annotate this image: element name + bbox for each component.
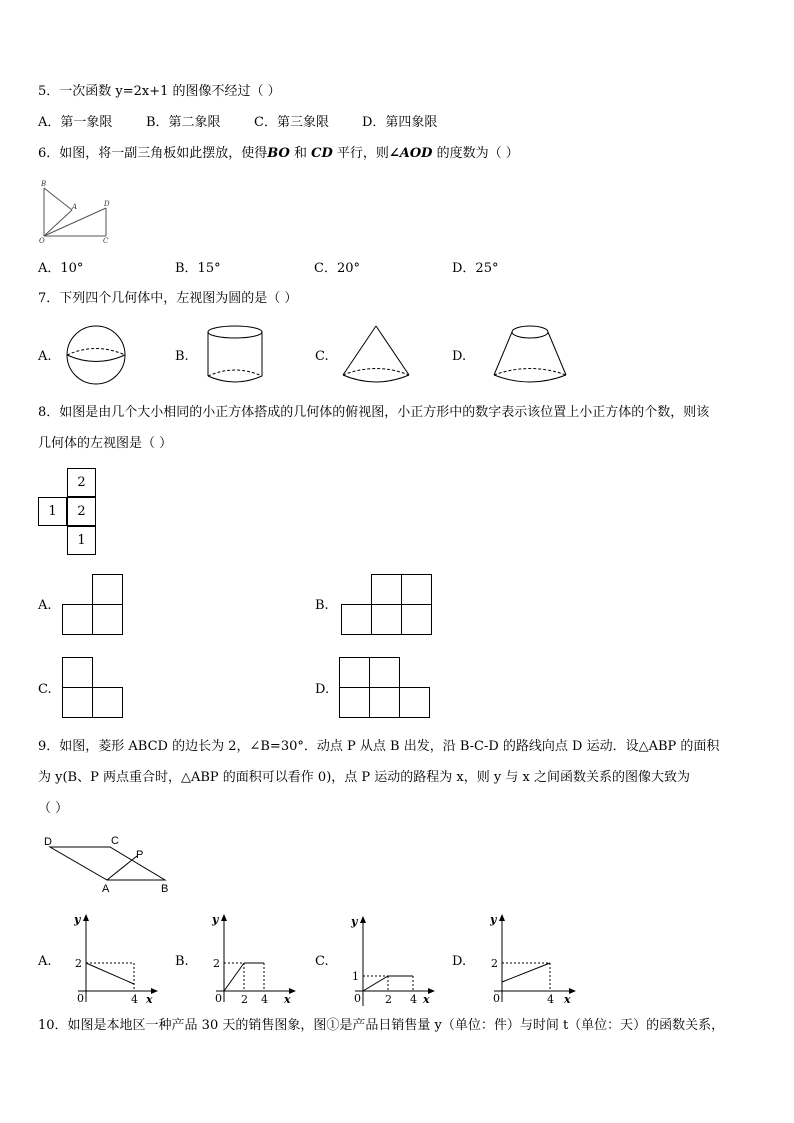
q9-label-b: B. (175, 954, 189, 969)
q9-stem-line2: 为 y(B、P 两点重合时，△ABP 的面积可以看作 0)，点 P 运动的路程为 x，则 y 与 x 之间函数关系的图像大致为 (38, 770, 690, 785)
q5-option-b: B．第二象限 (146, 115, 221, 130)
q9-graph-c-origin: 0 (354, 992, 361, 1005)
q8-grid-cell: 1 (67, 526, 96, 555)
q9-graph-c-1: 1 (352, 970, 359, 983)
q9-graph-b-origin: 0 (215, 992, 222, 1005)
q9-graph-b-x: x (284, 993, 291, 1006)
q9-graph-b-y: y (212, 913, 219, 926)
q6-stem: 6．如图，将一副三角板如此摆放，使得BO 和 CD 平行，则∠AOD 的度数为（ ） (38, 146, 519, 161)
q6-option-c: C．20° (314, 261, 360, 276)
q6-label-a: A (72, 203, 78, 211)
q9-graph-b-2x: 2 (241, 993, 248, 1006)
q8-grid-cell: 1 (38, 497, 67, 526)
q9-graph-c-x: x (423, 993, 430, 1006)
q8-option-d-view (339, 657, 431, 719)
q7-label-b: B. (175, 349, 189, 364)
q7-frustum-figure (490, 324, 570, 386)
q9-graph-d-origin: 0 (493, 992, 500, 1005)
q9-graph-a (70, 912, 160, 1010)
q6-triangle-figure (38, 180, 118, 245)
q6-label-c: C (103, 237, 109, 245)
q9-graph-a-4: 4 (131, 993, 138, 1006)
q9-label-a: A. (38, 954, 52, 969)
q8-grid-cell: 2 (67, 468, 96, 497)
q9-graph-b-2y: 2 (213, 957, 220, 970)
q6-label-b: B (41, 180, 47, 188)
q9-graph-c (347, 914, 437, 1012)
q9-graph-d-y: y (490, 913, 497, 926)
q10-stem-line1: 10．如图是本地区一种产品 30 天的销售图象，图①是产品日销售量 y（单位：件）与时间 t（单位：天）的函数关系， (38, 1018, 725, 1033)
q7-label-d: D. (452, 349, 467, 364)
q9-label-a: A (102, 883, 110, 895)
q5-option-d: D．第四象限 (362, 115, 438, 130)
q9-label-b: B (161, 883, 169, 895)
q9-graph-c-4: 4 (410, 993, 417, 1006)
q9-graph-d-4: 4 (547, 993, 554, 1006)
q8-grid-cell: 2 (67, 497, 96, 526)
q8-option-a-view (62, 574, 124, 636)
q9-rhombus-figure (40, 832, 180, 902)
q6-label-d: D (104, 200, 110, 208)
q9-label-p: P (136, 849, 144, 861)
q6-label-o: O (39, 237, 45, 245)
q9-graph-d-2: 2 (491, 957, 498, 970)
q9-label-c: C. (315, 954, 329, 969)
q7-stem: 7．下列四个几何体中，左视图为圆的是（ ） (38, 291, 298, 306)
q6-option-d: D．25° (452, 261, 499, 276)
q8-stem-line1: 8．如图是由几个大小相同的小正方体搭成的几何体的俯视图，小正方形中的数字表示该位置上小正方体的个数，则该 (38, 405, 710, 420)
q7-sphere-figure (63, 324, 129, 386)
q8-stem-line2: 几何体的左视图是（ ） (38, 436, 173, 451)
q9-graph-a-2: 2 (75, 957, 82, 970)
q9-stem-line1: 9．如图，菱形 ABCD 的边长为 2，∠B=30°．动点 P 从点 B 出发，沿 B-C-D 的路线向点 D 运动．设△ABP 的面积 (38, 739, 720, 754)
q9-label-d: D (44, 836, 52, 848)
q9-stem-line3: （ ） (38, 801, 69, 816)
q6-option-b: B．15° (175, 261, 221, 276)
q6-option-a: A．10° (38, 261, 84, 276)
q8-option-c-view (62, 657, 154, 719)
q9-graph-b-4: 4 (261, 993, 268, 1006)
q9-graph-c-y: y (351, 915, 358, 928)
q7-cone-figure (340, 324, 412, 386)
q9-graph-b (208, 912, 298, 1010)
q9-graph-d-x: x (564, 993, 571, 1006)
q9-graph-d (486, 912, 578, 1010)
q5-option-a: A．第一象限 (38, 115, 113, 130)
q7-label-c: C. (315, 349, 329, 364)
q8-label-a: A. (38, 598, 52, 613)
q9-graph-a-y: y (74, 913, 81, 926)
q8-option-b-view (341, 574, 433, 636)
q8-label-d: D. (315, 682, 330, 697)
q9-graph-c-2: 2 (385, 993, 392, 1006)
q9-label-c: C (111, 835, 119, 847)
q9-label-d: D. (452, 954, 467, 969)
q5-option-c: C．第三象限 (254, 115, 329, 130)
q7-label-a: A. (38, 349, 52, 364)
q9-graph-a-origin: 0 (77, 992, 84, 1005)
q8-label-b: B. (315, 598, 329, 613)
q7-cylinder-figure (205, 324, 265, 386)
q5-stem: 5．一次函数 y=2x+1 的图像不经过（ ） (38, 84, 281, 99)
q9-graph-a-x: x (146, 993, 153, 1006)
q8-label-c: C. (38, 682, 52, 697)
